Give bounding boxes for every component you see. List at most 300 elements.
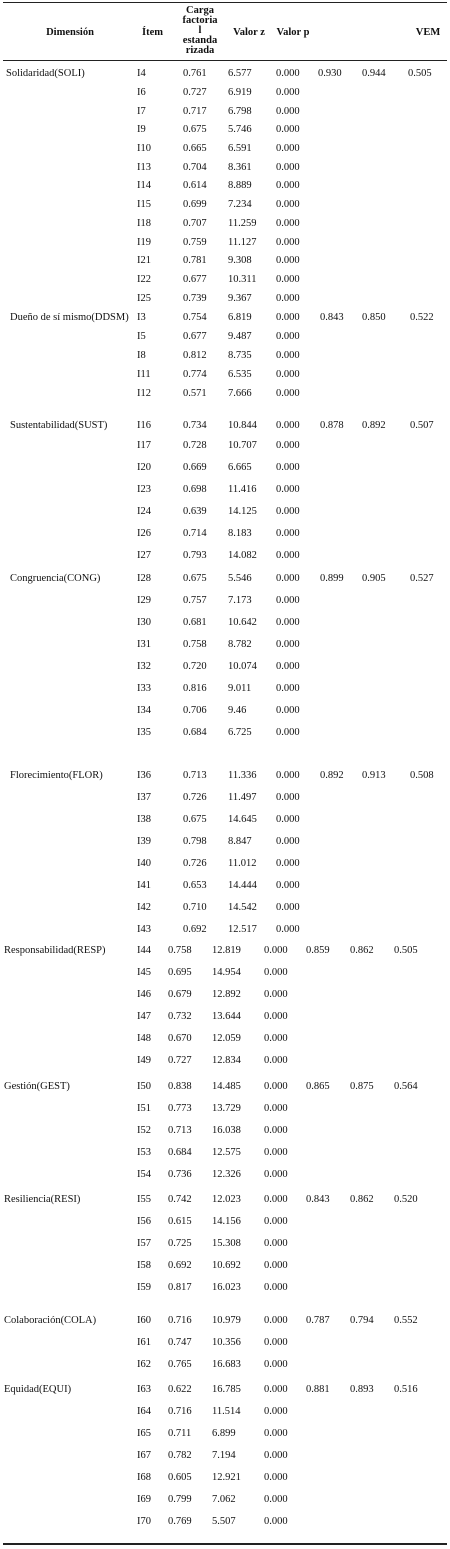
- loading-value: 0.726: [183, 858, 207, 869]
- omega-value: 0.944: [362, 68, 386, 79]
- bottom-rule: [3, 1543, 447, 1545]
- alpha-value: 0.892: [320, 770, 344, 781]
- item-code: I64: [137, 1406, 151, 1417]
- item-code: I45: [137, 967, 151, 978]
- item-code: I63: [137, 1384, 151, 1395]
- p-value: 0.000: [264, 1033, 288, 1044]
- p-value: 0.000: [264, 989, 288, 1000]
- item-code: I15: [137, 199, 151, 210]
- dimension-label: Colaboración(COLA): [4, 1315, 97, 1326]
- omega-value: 0.794: [350, 1315, 374, 1326]
- p-value: 0.000: [276, 162, 300, 173]
- loading-value: 0.742: [168, 1194, 192, 1205]
- z-value: 10.356: [212, 1337, 241, 1348]
- loading-value: 0.710: [183, 902, 207, 913]
- p-value: 0.000: [276, 274, 300, 285]
- z-value: 10.979: [212, 1315, 241, 1326]
- loading-value: 0.707: [183, 218, 207, 229]
- z-value: 11.012: [228, 858, 257, 869]
- z-value: 5.507: [212, 1516, 236, 1527]
- omega-value: 0.913: [362, 770, 386, 781]
- z-value: 6.798: [228, 106, 252, 117]
- p-value: 0.000: [264, 1169, 288, 1180]
- z-value: 7.666: [228, 388, 252, 399]
- p-value: 0.000: [276, 595, 300, 606]
- p-value: 0.000: [276, 331, 300, 342]
- item-code: I18: [137, 218, 151, 229]
- loading-value: 0.816: [183, 683, 207, 694]
- loading-value: 0.684: [183, 727, 207, 738]
- p-value: 0.000: [264, 1516, 288, 1527]
- loading-value: 0.747: [168, 1337, 192, 1348]
- z-value: 11.497: [228, 792, 257, 803]
- alpha-value: 0.899: [320, 573, 344, 584]
- z-value: 8.183: [228, 528, 252, 539]
- item-code: I44: [137, 945, 151, 956]
- item-code: I56: [137, 1216, 151, 1227]
- dimension-label: Equidad(EQUI): [4, 1384, 72, 1395]
- p-value: 0.000: [276, 506, 300, 517]
- dimension-label: Dueño de sí mismo(DDSM): [10, 312, 129, 323]
- loading-value: 0.675: [183, 573, 207, 584]
- vem-value: 0.505: [408, 68, 432, 79]
- z-value: 6.535: [228, 369, 252, 380]
- item-code: I29: [137, 595, 151, 606]
- omega-value: 0.892: [362, 420, 386, 431]
- z-value: 6.919: [228, 87, 252, 98]
- z-value: 5.746: [228, 124, 252, 135]
- item-code: I5: [137, 331, 146, 342]
- vem-value: 0.505: [394, 945, 418, 956]
- p-value: 0.000: [264, 1216, 288, 1227]
- p-value: 0.000: [264, 1359, 288, 1370]
- item-code: I36: [137, 770, 151, 781]
- loading-value: 0.758: [168, 945, 192, 956]
- item-code: I59: [137, 1282, 151, 1293]
- loading-value: 0.711: [168, 1428, 192, 1439]
- header-p-value: Valor p: [276, 27, 310, 38]
- item-code: I54: [137, 1169, 151, 1180]
- header-rule: [3, 60, 447, 61]
- p-value: 0.000: [276, 237, 300, 248]
- loading-value: 0.812: [183, 350, 207, 361]
- p-value: 0.000: [276, 440, 300, 451]
- alpha-value: 0.787: [306, 1315, 330, 1326]
- vem-value: 0.522: [410, 312, 434, 323]
- item-code: I14: [137, 180, 151, 191]
- z-value: 7.062: [212, 1494, 236, 1505]
- loading-value: 0.653: [183, 880, 207, 891]
- loading-value: 0.704: [183, 162, 207, 173]
- loading-value: 0.728: [183, 440, 207, 451]
- z-value: 8.735: [228, 350, 252, 361]
- item-code: I25: [137, 293, 151, 304]
- item-code: I52: [137, 1125, 151, 1136]
- p-value: 0.000: [276, 68, 300, 79]
- omega-value: 0.875: [350, 1081, 374, 1092]
- dimension-label: Sustentabilidad(SUST): [10, 420, 108, 431]
- z-value: 6.665: [228, 462, 252, 473]
- item-code: I9: [137, 124, 146, 135]
- z-value: 10.074: [228, 661, 257, 672]
- z-value: 12.575: [212, 1147, 241, 1158]
- loading-value: 0.622: [168, 1384, 192, 1395]
- p-value: 0.000: [276, 836, 300, 847]
- item-code: I19: [137, 237, 151, 248]
- p-value: 0.000: [276, 617, 300, 628]
- p-value: 0.000: [264, 1103, 288, 1114]
- z-value: 13.644: [212, 1011, 241, 1022]
- loading-value: 0.692: [168, 1260, 192, 1271]
- alpha-value: 0.859: [306, 945, 330, 956]
- loading-value: 0.736: [168, 1169, 192, 1180]
- item-code: I53: [137, 1147, 151, 1158]
- header-vem: VEM: [415, 27, 441, 38]
- header-loading-line: factoria: [182, 15, 218, 26]
- p-value: 0.000: [276, 293, 300, 304]
- item-code: I57: [137, 1238, 151, 1249]
- header-loading-line: rizada: [185, 45, 215, 56]
- z-value: 14.156: [212, 1216, 241, 1227]
- loading-value: 0.706: [183, 705, 207, 716]
- loading-value: 0.727: [183, 87, 207, 98]
- item-code: I20: [137, 462, 151, 473]
- item-code: I34: [137, 705, 151, 716]
- z-value: 6.577: [228, 68, 252, 79]
- loading-value: 0.670: [168, 1033, 192, 1044]
- z-value: 9.011: [228, 683, 252, 694]
- omega-value: 0.850: [362, 312, 386, 323]
- z-value: 11.416: [228, 484, 257, 495]
- p-value: 0.000: [264, 1260, 288, 1271]
- header-loading-line: Carga: [186, 5, 214, 16]
- z-value: 14.125: [228, 506, 257, 517]
- z-value: 10.844: [228, 420, 257, 431]
- p-value: 0.000: [264, 1125, 288, 1136]
- z-value: 9.308: [228, 255, 252, 266]
- item-code: I43: [137, 924, 151, 935]
- loading-value: 0.669: [183, 462, 207, 473]
- loading-value: 0.782: [168, 1450, 192, 1461]
- loading-value: 0.717: [183, 106, 207, 117]
- p-value: 0.000: [276, 924, 300, 935]
- z-value: 6.899: [212, 1428, 236, 1439]
- p-value: 0.000: [276, 770, 300, 781]
- loading-value: 0.754: [183, 312, 207, 323]
- z-value: 12.921: [212, 1472, 241, 1483]
- z-value: 10.642: [228, 617, 257, 628]
- z-value: 9.487: [228, 331, 252, 342]
- loading-value: 0.739: [183, 293, 207, 304]
- item-code: I28: [137, 573, 151, 584]
- loading-value: 0.726: [183, 792, 207, 803]
- z-value: 16.023: [212, 1282, 241, 1293]
- loading-value: 0.698: [183, 484, 207, 495]
- z-value: 10.707: [228, 440, 257, 451]
- item-code: I4: [137, 68, 146, 79]
- alpha-value: 0.843: [320, 312, 344, 323]
- loading-value: 0.720: [183, 661, 207, 672]
- item-code: I23: [137, 484, 151, 495]
- p-value: 0.000: [276, 369, 300, 380]
- item-code: I51: [137, 1103, 151, 1114]
- z-value: 8.847: [228, 836, 252, 847]
- p-value: 0.000: [264, 1428, 288, 1439]
- z-value: 11.514: [212, 1406, 241, 1417]
- loading-value: 0.677: [183, 274, 207, 285]
- p-value: 0.000: [276, 388, 300, 399]
- item-code: I8: [137, 350, 146, 361]
- z-value: 5.546: [228, 573, 252, 584]
- loading-value: 0.716: [168, 1406, 192, 1417]
- p-value: 0.000: [276, 218, 300, 229]
- p-value: 0.000: [276, 902, 300, 913]
- loading-value: 0.734: [183, 420, 207, 431]
- item-code: I70: [137, 1516, 151, 1527]
- header-loading-line: l: [198, 25, 202, 36]
- p-value: 0.000: [264, 1081, 288, 1092]
- z-value: 6.725: [228, 727, 252, 738]
- vem-value: 0.516: [394, 1384, 418, 1395]
- z-value: 8.782: [228, 639, 252, 650]
- omega-value: 0.862: [350, 1194, 374, 1205]
- item-code: I16: [137, 420, 151, 431]
- alpha-value: 0.881: [306, 1384, 330, 1395]
- loading-value: 0.679: [168, 989, 192, 1000]
- p-value: 0.000: [264, 1337, 288, 1348]
- p-value: 0.000: [276, 880, 300, 891]
- z-value: 9.367: [228, 293, 252, 304]
- header-loading-line: estanda: [182, 35, 218, 46]
- z-value: 10.692: [212, 1260, 241, 1271]
- z-value: 8.361: [228, 162, 252, 173]
- loading-value: 0.614: [183, 180, 207, 191]
- p-value: 0.000: [276, 639, 300, 650]
- p-value: 0.000: [276, 312, 300, 323]
- loading-value: 0.571: [183, 388, 207, 399]
- item-code: I12: [137, 388, 151, 399]
- item-code: I67: [137, 1450, 151, 1461]
- p-value: 0.000: [276, 705, 300, 716]
- z-value: 14.645: [228, 814, 257, 825]
- item-code: I26: [137, 528, 151, 539]
- z-value: 12.892: [212, 989, 241, 1000]
- item-code: I60: [137, 1315, 151, 1326]
- z-value: 14.542: [228, 902, 257, 913]
- z-value: 10.311: [228, 274, 257, 285]
- p-value: 0.000: [264, 1494, 288, 1505]
- loading-value: 0.713: [168, 1125, 192, 1136]
- loading-value: 0.781: [183, 255, 207, 266]
- alpha-value: 0.878: [320, 420, 344, 431]
- p-value: 0.000: [276, 573, 300, 584]
- loading-value: 0.759: [183, 237, 207, 248]
- z-value: 11.127: [228, 237, 257, 248]
- alpha-value: 0.930: [318, 68, 342, 79]
- vem-value: 0.552: [394, 1315, 418, 1326]
- loading-value: 0.692: [183, 924, 207, 935]
- item-code: I46: [137, 989, 151, 1000]
- p-value: 0.000: [276, 727, 300, 738]
- p-value: 0.000: [276, 462, 300, 473]
- dimension-label: Gestión(GEST): [4, 1081, 70, 1092]
- item-code: I11: [137, 369, 151, 380]
- loading-value: 0.732: [168, 1011, 192, 1022]
- item-code: I47: [137, 1011, 151, 1022]
- z-value: 11.259: [228, 218, 257, 229]
- p-value: 0.000: [264, 967, 288, 978]
- loading-value: 0.713: [183, 770, 207, 781]
- p-value: 0.000: [276, 528, 300, 539]
- p-value: 0.000: [276, 199, 300, 210]
- p-value: 0.000: [276, 143, 300, 154]
- loading-value: 0.727: [168, 1055, 192, 1066]
- z-value: 6.819: [228, 312, 252, 323]
- item-code: I49: [137, 1055, 151, 1066]
- z-value: 7.194: [212, 1450, 236, 1461]
- z-value: 12.834: [212, 1055, 241, 1066]
- item-code: I24: [137, 506, 151, 517]
- item-code: I33: [137, 683, 151, 694]
- item-code: I61: [137, 1337, 151, 1348]
- item-code: I50: [137, 1081, 151, 1092]
- p-value: 0.000: [276, 792, 300, 803]
- item-code: I32: [137, 661, 151, 672]
- loading-value: 0.675: [183, 814, 207, 825]
- p-value: 0.000: [264, 1450, 288, 1461]
- item-code: I27: [137, 550, 151, 561]
- p-value: 0.000: [276, 255, 300, 266]
- item-code: I31: [137, 639, 151, 650]
- loading-value: 0.681: [183, 617, 207, 628]
- header-item: Ítem: [142, 27, 163, 38]
- item-code: I3: [137, 312, 146, 323]
- p-value: 0.000: [264, 1194, 288, 1205]
- z-value: 12.819: [212, 945, 241, 956]
- item-code: I40: [137, 858, 151, 869]
- item-code: I62: [137, 1359, 151, 1370]
- z-value: 14.485: [212, 1081, 241, 1092]
- item-code: I6: [137, 87, 146, 98]
- item-code: I42: [137, 902, 151, 913]
- item-code: I37: [137, 792, 151, 803]
- item-code: I58: [137, 1260, 151, 1271]
- p-value: 0.000: [276, 814, 300, 825]
- p-value: 0.000: [264, 945, 288, 956]
- z-value: 14.954: [212, 967, 241, 978]
- loading-value: 0.838: [168, 1081, 192, 1092]
- loading-value: 0.677: [183, 331, 207, 342]
- vem-value: 0.507: [410, 420, 434, 431]
- p-value: 0.000: [264, 1384, 288, 1395]
- item-code: I21: [137, 255, 151, 266]
- item-code: I39: [137, 836, 151, 847]
- p-value: 0.000: [264, 1055, 288, 1066]
- dimension-label: Florecimiento(FLOR): [10, 770, 103, 781]
- p-value: 0.000: [264, 1406, 288, 1417]
- p-value: 0.000: [276, 420, 300, 431]
- loading-value: 0.799: [168, 1494, 192, 1505]
- z-value: 15.308: [212, 1238, 241, 1249]
- p-value: 0.000: [276, 683, 300, 694]
- p-value: 0.000: [264, 1011, 288, 1022]
- loading-value: 0.757: [183, 595, 207, 606]
- loading-value: 0.665: [183, 143, 207, 154]
- z-value: 11.336: [228, 770, 257, 781]
- loading-value: 0.758: [183, 639, 207, 650]
- z-value: 7.173: [228, 595, 252, 606]
- loading-value: 0.639: [183, 506, 207, 517]
- omega-value: 0.905: [362, 573, 386, 584]
- loading-value: 0.699: [183, 199, 207, 210]
- loading-value: 0.605: [168, 1472, 192, 1483]
- omega-value: 0.893: [350, 1384, 374, 1395]
- loading-value: 0.716: [168, 1315, 192, 1326]
- header-loading: [178, 6, 222, 56]
- p-value: 0.000: [264, 1147, 288, 1158]
- item-code: I69: [137, 1494, 151, 1505]
- p-value: 0.000: [264, 1238, 288, 1249]
- item-code: I13: [137, 162, 151, 173]
- loading-value: 0.695: [168, 967, 192, 978]
- item-code: I65: [137, 1428, 151, 1439]
- z-value: 16.785: [212, 1384, 241, 1395]
- loading-value: 0.817: [168, 1282, 192, 1293]
- p-value: 0.000: [276, 124, 300, 135]
- loading-value: 0.615: [168, 1216, 192, 1227]
- dimension-label: Solidaridad(SOLI): [6, 68, 85, 79]
- vem-value: 0.564: [394, 1081, 418, 1092]
- alpha-value: 0.865: [306, 1081, 330, 1092]
- p-value: 0.000: [276, 350, 300, 361]
- z-value: 12.059: [212, 1033, 241, 1044]
- item-code: I55: [137, 1194, 151, 1205]
- item-code: I68: [137, 1472, 151, 1483]
- z-value: 14.444: [228, 880, 257, 891]
- loading-value: 0.765: [168, 1359, 192, 1370]
- loading-value: 0.714: [183, 528, 207, 539]
- loading-value: 0.798: [183, 836, 207, 847]
- vem-value: 0.508: [410, 770, 434, 781]
- loading-value: 0.774: [183, 369, 207, 380]
- p-value: 0.000: [276, 87, 300, 98]
- omega-value: 0.862: [350, 945, 374, 956]
- z-value: 16.038: [212, 1125, 241, 1136]
- item-code: I48: [137, 1033, 151, 1044]
- z-value: 14.082: [228, 550, 257, 561]
- dimension-label: Responsabilidad(RESP): [4, 945, 106, 956]
- dimension-label: Resiliencia(RESI): [4, 1194, 81, 1205]
- alpha-value: 0.843: [306, 1194, 330, 1205]
- z-value: 12.023: [212, 1194, 241, 1205]
- p-value: 0.000: [276, 858, 300, 869]
- p-value: 0.000: [276, 550, 300, 561]
- z-value: 7.234: [228, 199, 252, 210]
- loading-value: 0.761: [183, 68, 207, 79]
- header-z-value: Valor z: [233, 27, 265, 38]
- p-value: 0.000: [264, 1472, 288, 1483]
- vem-value: 0.520: [394, 1194, 418, 1205]
- z-value: 8.889: [228, 180, 252, 191]
- loading-value: 0.725: [168, 1238, 192, 1249]
- loading-value: 0.675: [183, 124, 207, 135]
- item-code: I30: [137, 617, 151, 628]
- loading-value: 0.684: [168, 1147, 192, 1158]
- vem-value: 0.527: [410, 573, 434, 584]
- dimension-label: Congruencia(CONG): [10, 573, 101, 584]
- item-code: I10: [137, 143, 151, 154]
- header-dimension: Dimensión: [46, 27, 94, 38]
